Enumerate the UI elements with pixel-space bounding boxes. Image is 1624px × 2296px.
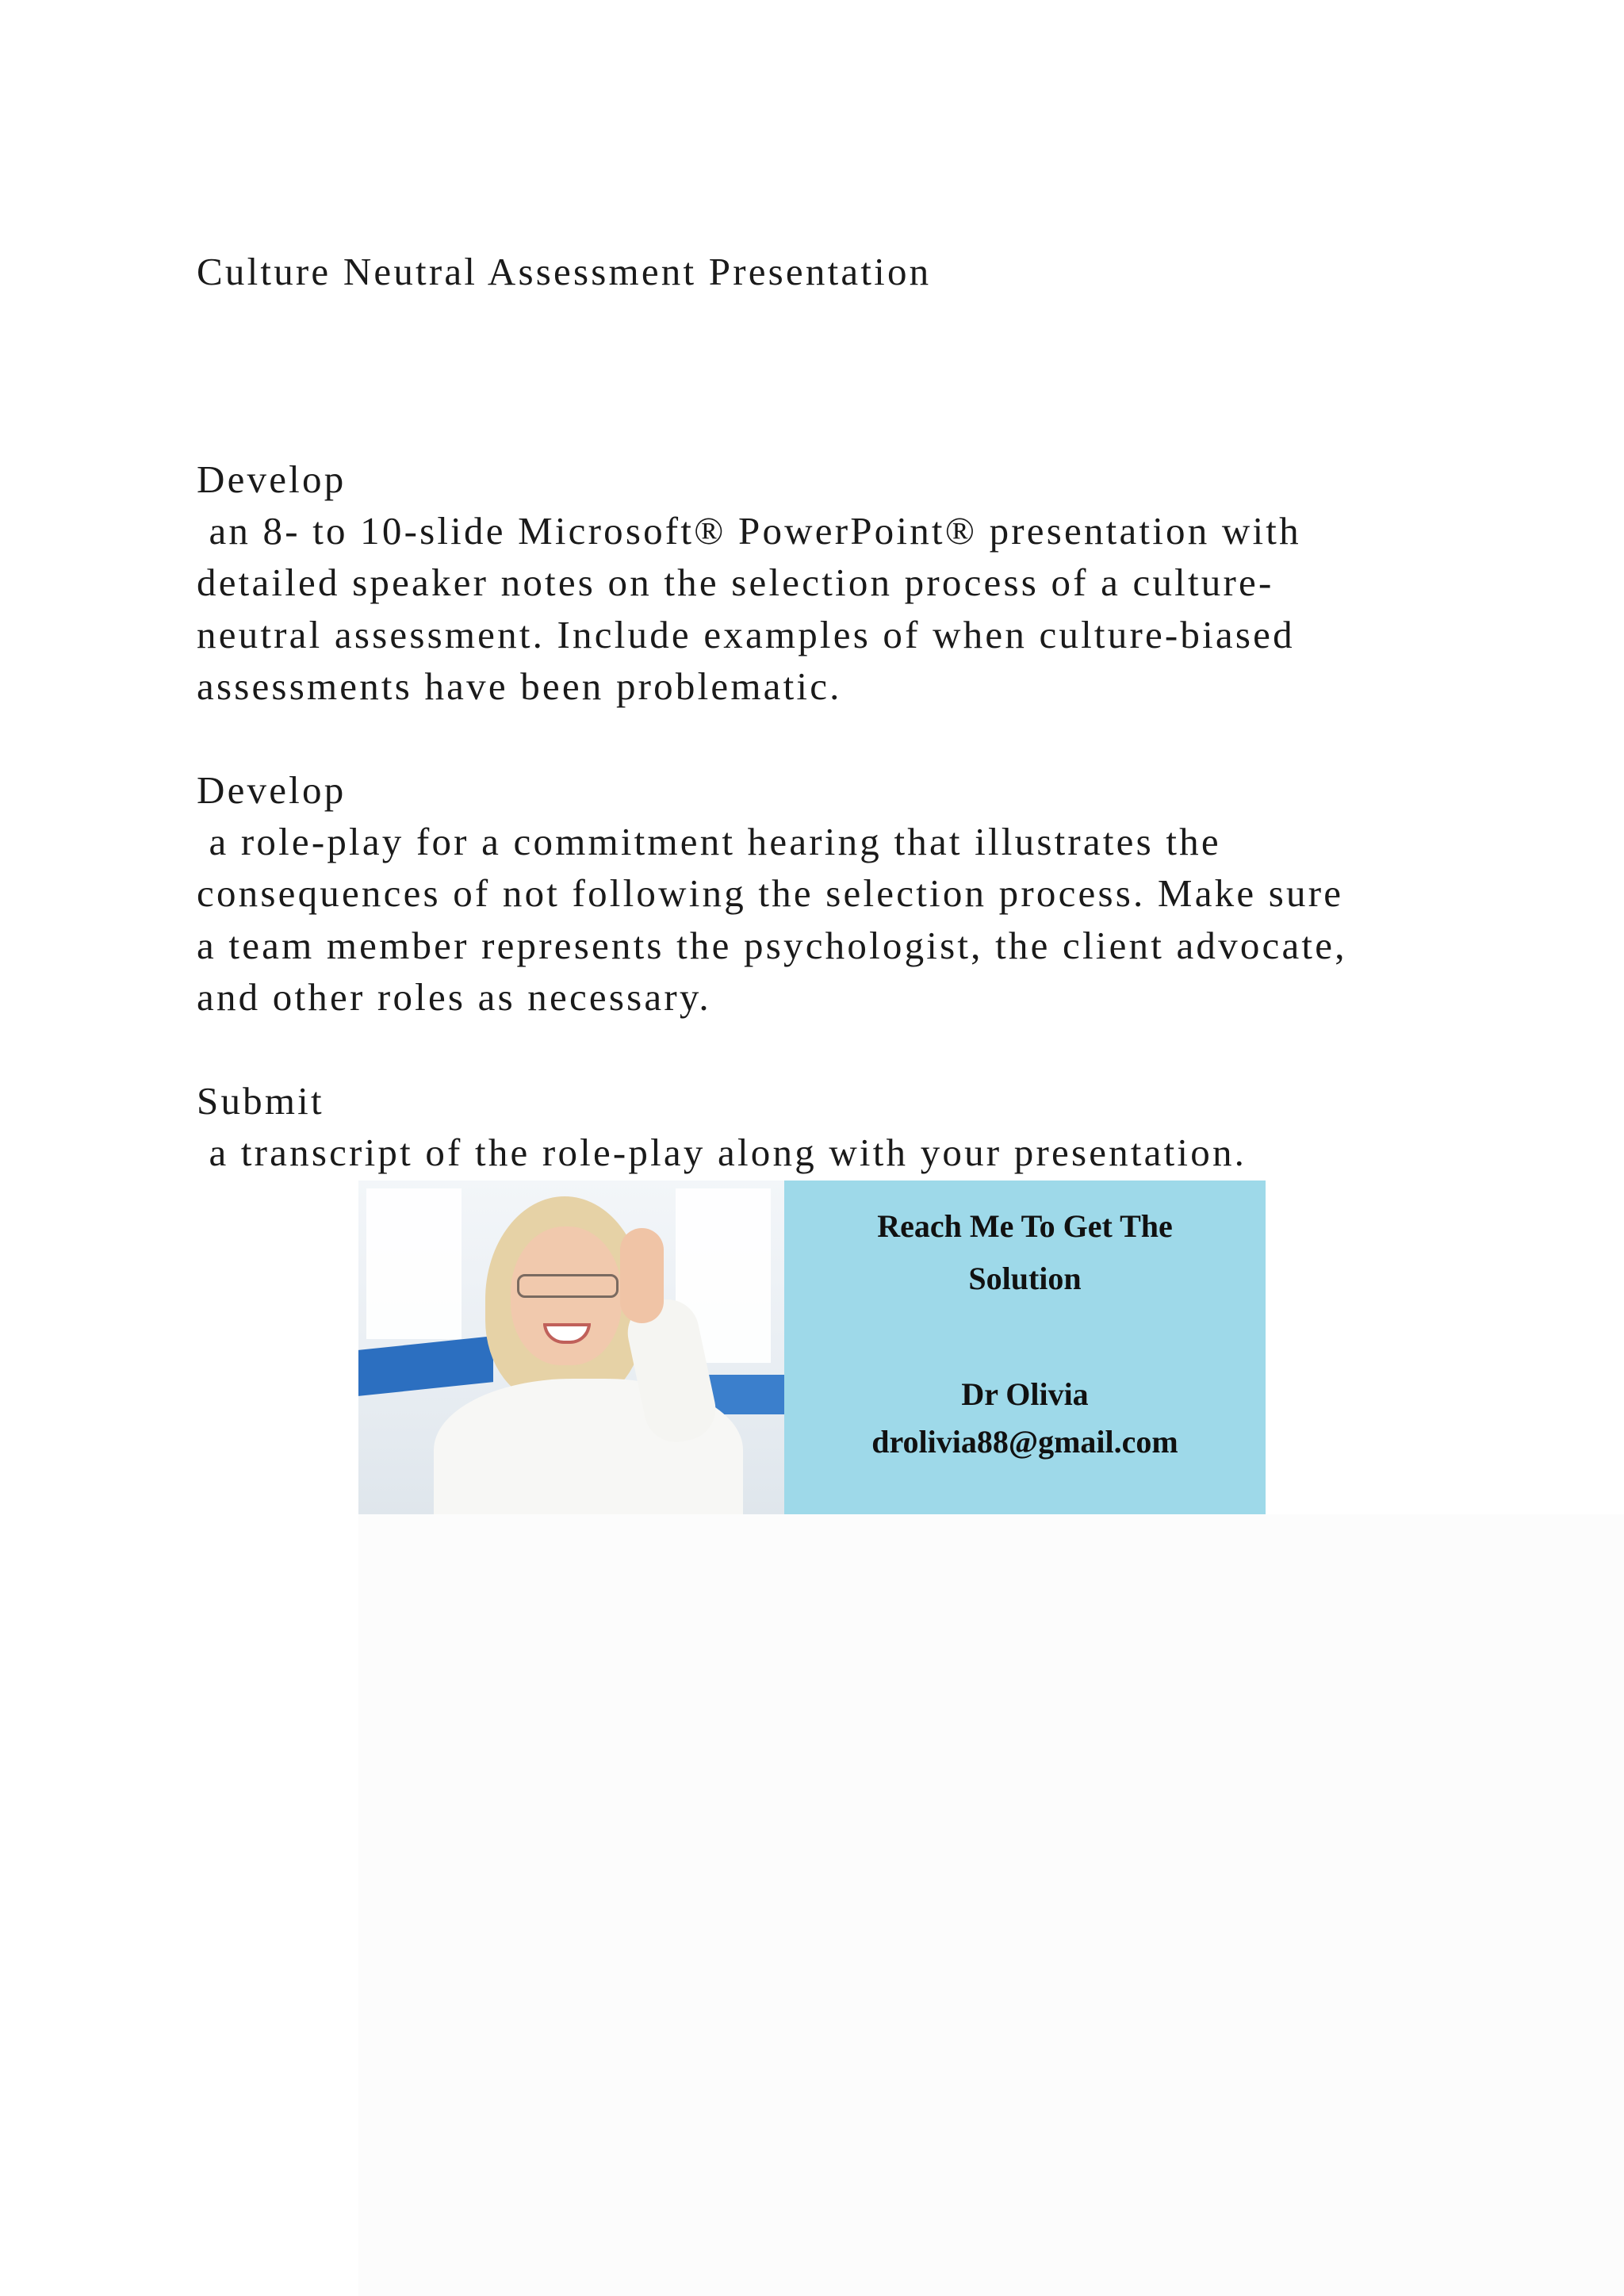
paragraph-1-lead: Develop bbox=[197, 457, 347, 501]
paragraph-1-line-3: neutral assessment. Include examples of when culture-biased bbox=[197, 613, 1295, 656]
paragraph-2-line-4: and other roles as necessary. bbox=[197, 975, 711, 1019]
paragraph-2-line-2: consequences of not following the selection process. Make sure bbox=[197, 871, 1344, 915]
paragraph-1-line-4: assessments have been problematic. bbox=[197, 664, 842, 708]
woman-photo bbox=[358, 1181, 784, 1514]
paragraph-2-lead: Develop bbox=[197, 768, 347, 812]
paragraph-1-line-2: detailed speaker notes on the selection process of a culture- bbox=[197, 561, 1274, 604]
contact-card bbox=[784, 1181, 1266, 1514]
paragraph-3-line-1: a transcript of the role-play along with your presentation. bbox=[197, 1131, 1247, 1174]
contact-promo-image bbox=[358, 1181, 1266, 1514]
paragraph-3-lead: Submit bbox=[197, 1079, 324, 1123]
promo-contact-name: Dr Olivia bbox=[961, 1376, 1089, 1412]
promo-headline-line-2: Solution bbox=[968, 1261, 1082, 1296]
document-title: Culture Neutral Assessment Presentation bbox=[197, 250, 932, 293]
paragraph-2-line-1: a role-play for a commitment hearing that illustrates the bbox=[197, 820, 1221, 863]
page-lower-area bbox=[358, 1514, 1624, 2296]
paragraph-1-line-1: an 8- to 10-slide Microsoft® PowerPoint® presentation with bbox=[197, 509, 1301, 553]
promo-contact-email: drolivia88@gmail.com bbox=[871, 1424, 1178, 1460]
paragraph-2-line-3: a team member represents the psychologist, the client advocate, bbox=[197, 924, 1347, 967]
promo-headline-line-1: Reach Me To Get The bbox=[877, 1208, 1173, 1244]
